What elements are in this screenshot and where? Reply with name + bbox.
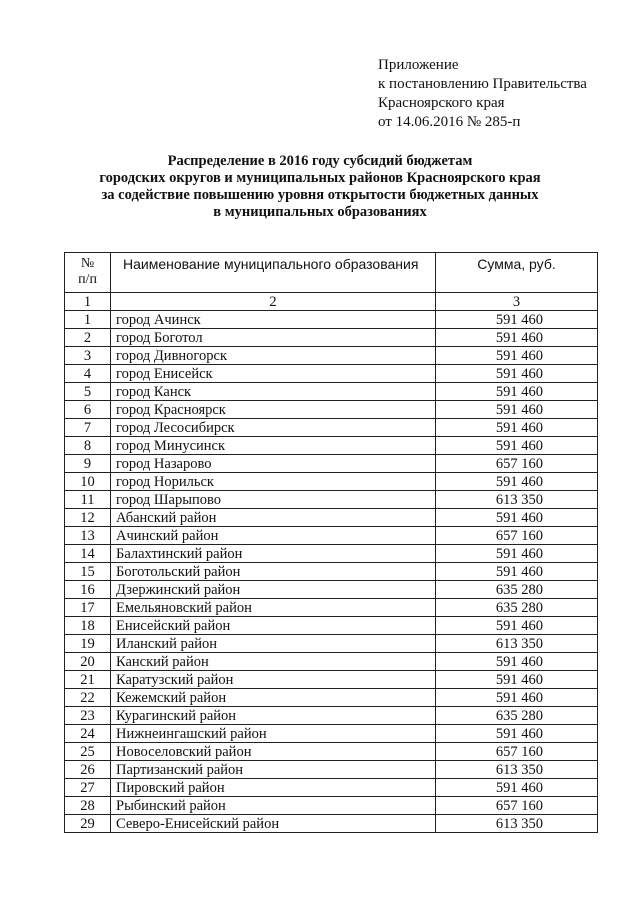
table-row	[65, 365, 598, 383]
row-name: город Норильск	[111, 473, 436, 491]
row-number: 3	[65, 347, 111, 365]
header-sum: Сумма, руб.	[436, 253, 598, 293]
row-sum: 635 280	[436, 599, 598, 617]
row-sum: 591 460	[436, 401, 598, 419]
table-row	[65, 419, 598, 437]
table-row	[65, 599, 598, 617]
subsidy-table	[64, 252, 598, 833]
row-name: Емельяновский район	[111, 599, 436, 617]
table-row	[65, 401, 598, 419]
table-header-row	[65, 253, 598, 293]
row-number: 22	[65, 689, 111, 707]
row-number: 18	[65, 617, 111, 635]
row-sum: 613 350	[436, 815, 598, 833]
row-name: город Ачинск	[111, 311, 436, 329]
row-name: Абанский район	[111, 509, 436, 527]
header-name: Наименование муниципального образования	[111, 253, 436, 293]
appendix-line: Красноярского края	[378, 95, 505, 111]
table-row	[65, 743, 598, 761]
row-sum: 657 160	[436, 743, 598, 761]
row-number: 20	[65, 653, 111, 671]
row-sum: 591 460	[436, 617, 598, 635]
row-sum: 635 280	[436, 707, 598, 725]
row-name: Партизанский район	[111, 761, 436, 779]
table-row	[65, 779, 598, 797]
table-row	[65, 707, 598, 725]
table-row	[65, 437, 598, 455]
table-row	[65, 689, 598, 707]
row-sum: 591 460	[436, 671, 598, 689]
row-name: Ачинский район	[111, 527, 436, 545]
document-title	[60, 153, 580, 221]
row-sum: 591 460	[436, 437, 598, 455]
row-number: 24	[65, 725, 111, 743]
row-number: 4	[65, 365, 111, 383]
row-name: Нижнеингашский район	[111, 725, 436, 743]
table-row	[65, 311, 598, 329]
row-name: город Енисейск	[111, 365, 436, 383]
row-name: Рыбинский район	[111, 797, 436, 815]
row-name: город Боготол	[111, 329, 436, 347]
row-number: 11	[65, 491, 111, 509]
row-name: Каратузский район	[111, 671, 436, 689]
row-number: 27	[65, 779, 111, 797]
row-number: 29	[65, 815, 111, 833]
row-number: 7	[65, 419, 111, 437]
column-number: 3	[436, 293, 598, 311]
table-row	[65, 635, 598, 653]
row-name: город Канск	[111, 383, 436, 401]
row-name: Балахтинский район	[111, 545, 436, 563]
row-number: 1	[65, 311, 111, 329]
row-sum: 591 460	[436, 347, 598, 365]
row-name: город Назарово	[111, 455, 436, 473]
row-name: город Красноярск	[111, 401, 436, 419]
row-sum: 657 160	[436, 527, 598, 545]
row-number: 8	[65, 437, 111, 455]
row-name: Енисейский район	[111, 617, 436, 635]
row-sum: 591 460	[436, 383, 598, 401]
row-name: город Минусинск	[111, 437, 436, 455]
table-body	[65, 311, 598, 833]
column-number-row	[65, 293, 598, 311]
row-number: 26	[65, 761, 111, 779]
row-name: город Лесосибирск	[111, 419, 436, 437]
table-row	[65, 473, 598, 491]
table-row	[65, 509, 598, 527]
row-name: Иланский район	[111, 635, 436, 653]
row-name: Боготольский район	[111, 563, 436, 581]
row-sum: 591 460	[436, 545, 598, 563]
row-sum: 591 460	[436, 509, 598, 527]
row-sum: 657 160	[436, 455, 598, 473]
row-sum: 591 460	[436, 311, 598, 329]
title-line: за содействие повышению уровня открытости бюджетных данных	[101, 187, 539, 203]
row-name: Северо-Енисейский район	[111, 815, 436, 833]
row-name: Курагинский район	[111, 707, 436, 725]
row-name: город Шарыпово	[111, 491, 436, 509]
table-row	[65, 617, 598, 635]
appendix-line: Приложение	[378, 57, 459, 73]
row-sum: 591 460	[436, 473, 598, 491]
row-number: 14	[65, 545, 111, 563]
appendix-line: от 14.06.2016 № 285-п	[378, 114, 521, 130]
row-sum: 613 350	[436, 635, 598, 653]
row-sum: 591 460	[436, 725, 598, 743]
table-row	[65, 347, 598, 365]
appendix-line: к постановлению Правительства	[378, 76, 587, 92]
row-sum: 591 460	[436, 563, 598, 581]
table-row	[65, 563, 598, 581]
header-number-line2: п/п	[78, 272, 97, 287]
table-row	[65, 797, 598, 815]
title-line: городских округов и муниципальных районов Красноярского края	[99, 170, 541, 186]
table-row	[65, 761, 598, 779]
row-number: 17	[65, 599, 111, 617]
table-row	[65, 815, 598, 833]
row-name: Пировский район	[111, 779, 436, 797]
row-sum: 613 350	[436, 761, 598, 779]
table-row	[65, 653, 598, 671]
table-row	[65, 329, 598, 347]
row-sum: 591 460	[436, 779, 598, 797]
row-number: 9	[65, 455, 111, 473]
appendix-block	[378, 56, 587, 132]
table-row	[65, 581, 598, 599]
row-number: 16	[65, 581, 111, 599]
row-name: Кежемский район	[111, 689, 436, 707]
row-sum: 613 350	[436, 491, 598, 509]
row-number: 21	[65, 671, 111, 689]
table-row	[65, 491, 598, 509]
table-row	[65, 455, 598, 473]
table-row	[65, 671, 598, 689]
table-row	[65, 383, 598, 401]
row-sum: 591 460	[436, 653, 598, 671]
column-number: 1	[65, 293, 111, 311]
table-row	[65, 725, 598, 743]
row-sum: 657 160	[436, 797, 598, 815]
row-sum: 591 460	[436, 689, 598, 707]
row-number: 19	[65, 635, 111, 653]
title-line: Распределение в 2016 году субсидий бюджетам	[167, 153, 473, 169]
row-sum: 591 460	[436, 329, 598, 347]
row-name: город Дивногорск	[111, 347, 436, 365]
row-number: 15	[65, 563, 111, 581]
header-number	[65, 253, 111, 293]
header-number-line1: №	[80, 256, 95, 271]
row-number: 12	[65, 509, 111, 527]
row-number: 10	[65, 473, 111, 491]
row-sum: 591 460	[436, 365, 598, 383]
row-number: 13	[65, 527, 111, 545]
table-row	[65, 527, 598, 545]
row-number: 25	[65, 743, 111, 761]
table-row	[65, 545, 598, 563]
row-number: 5	[65, 383, 111, 401]
row-sum: 635 280	[436, 581, 598, 599]
title-line: в муниципальных образованиях	[213, 204, 427, 220]
row-number: 28	[65, 797, 111, 815]
row-name: Новоселовский район	[111, 743, 436, 761]
row-number: 2	[65, 329, 111, 347]
row-number: 23	[65, 707, 111, 725]
row-sum: 591 460	[436, 419, 598, 437]
column-number: 2	[111, 293, 436, 311]
row-name: Дзержинский район	[111, 581, 436, 599]
row-number: 6	[65, 401, 111, 419]
row-name: Канский район	[111, 653, 436, 671]
